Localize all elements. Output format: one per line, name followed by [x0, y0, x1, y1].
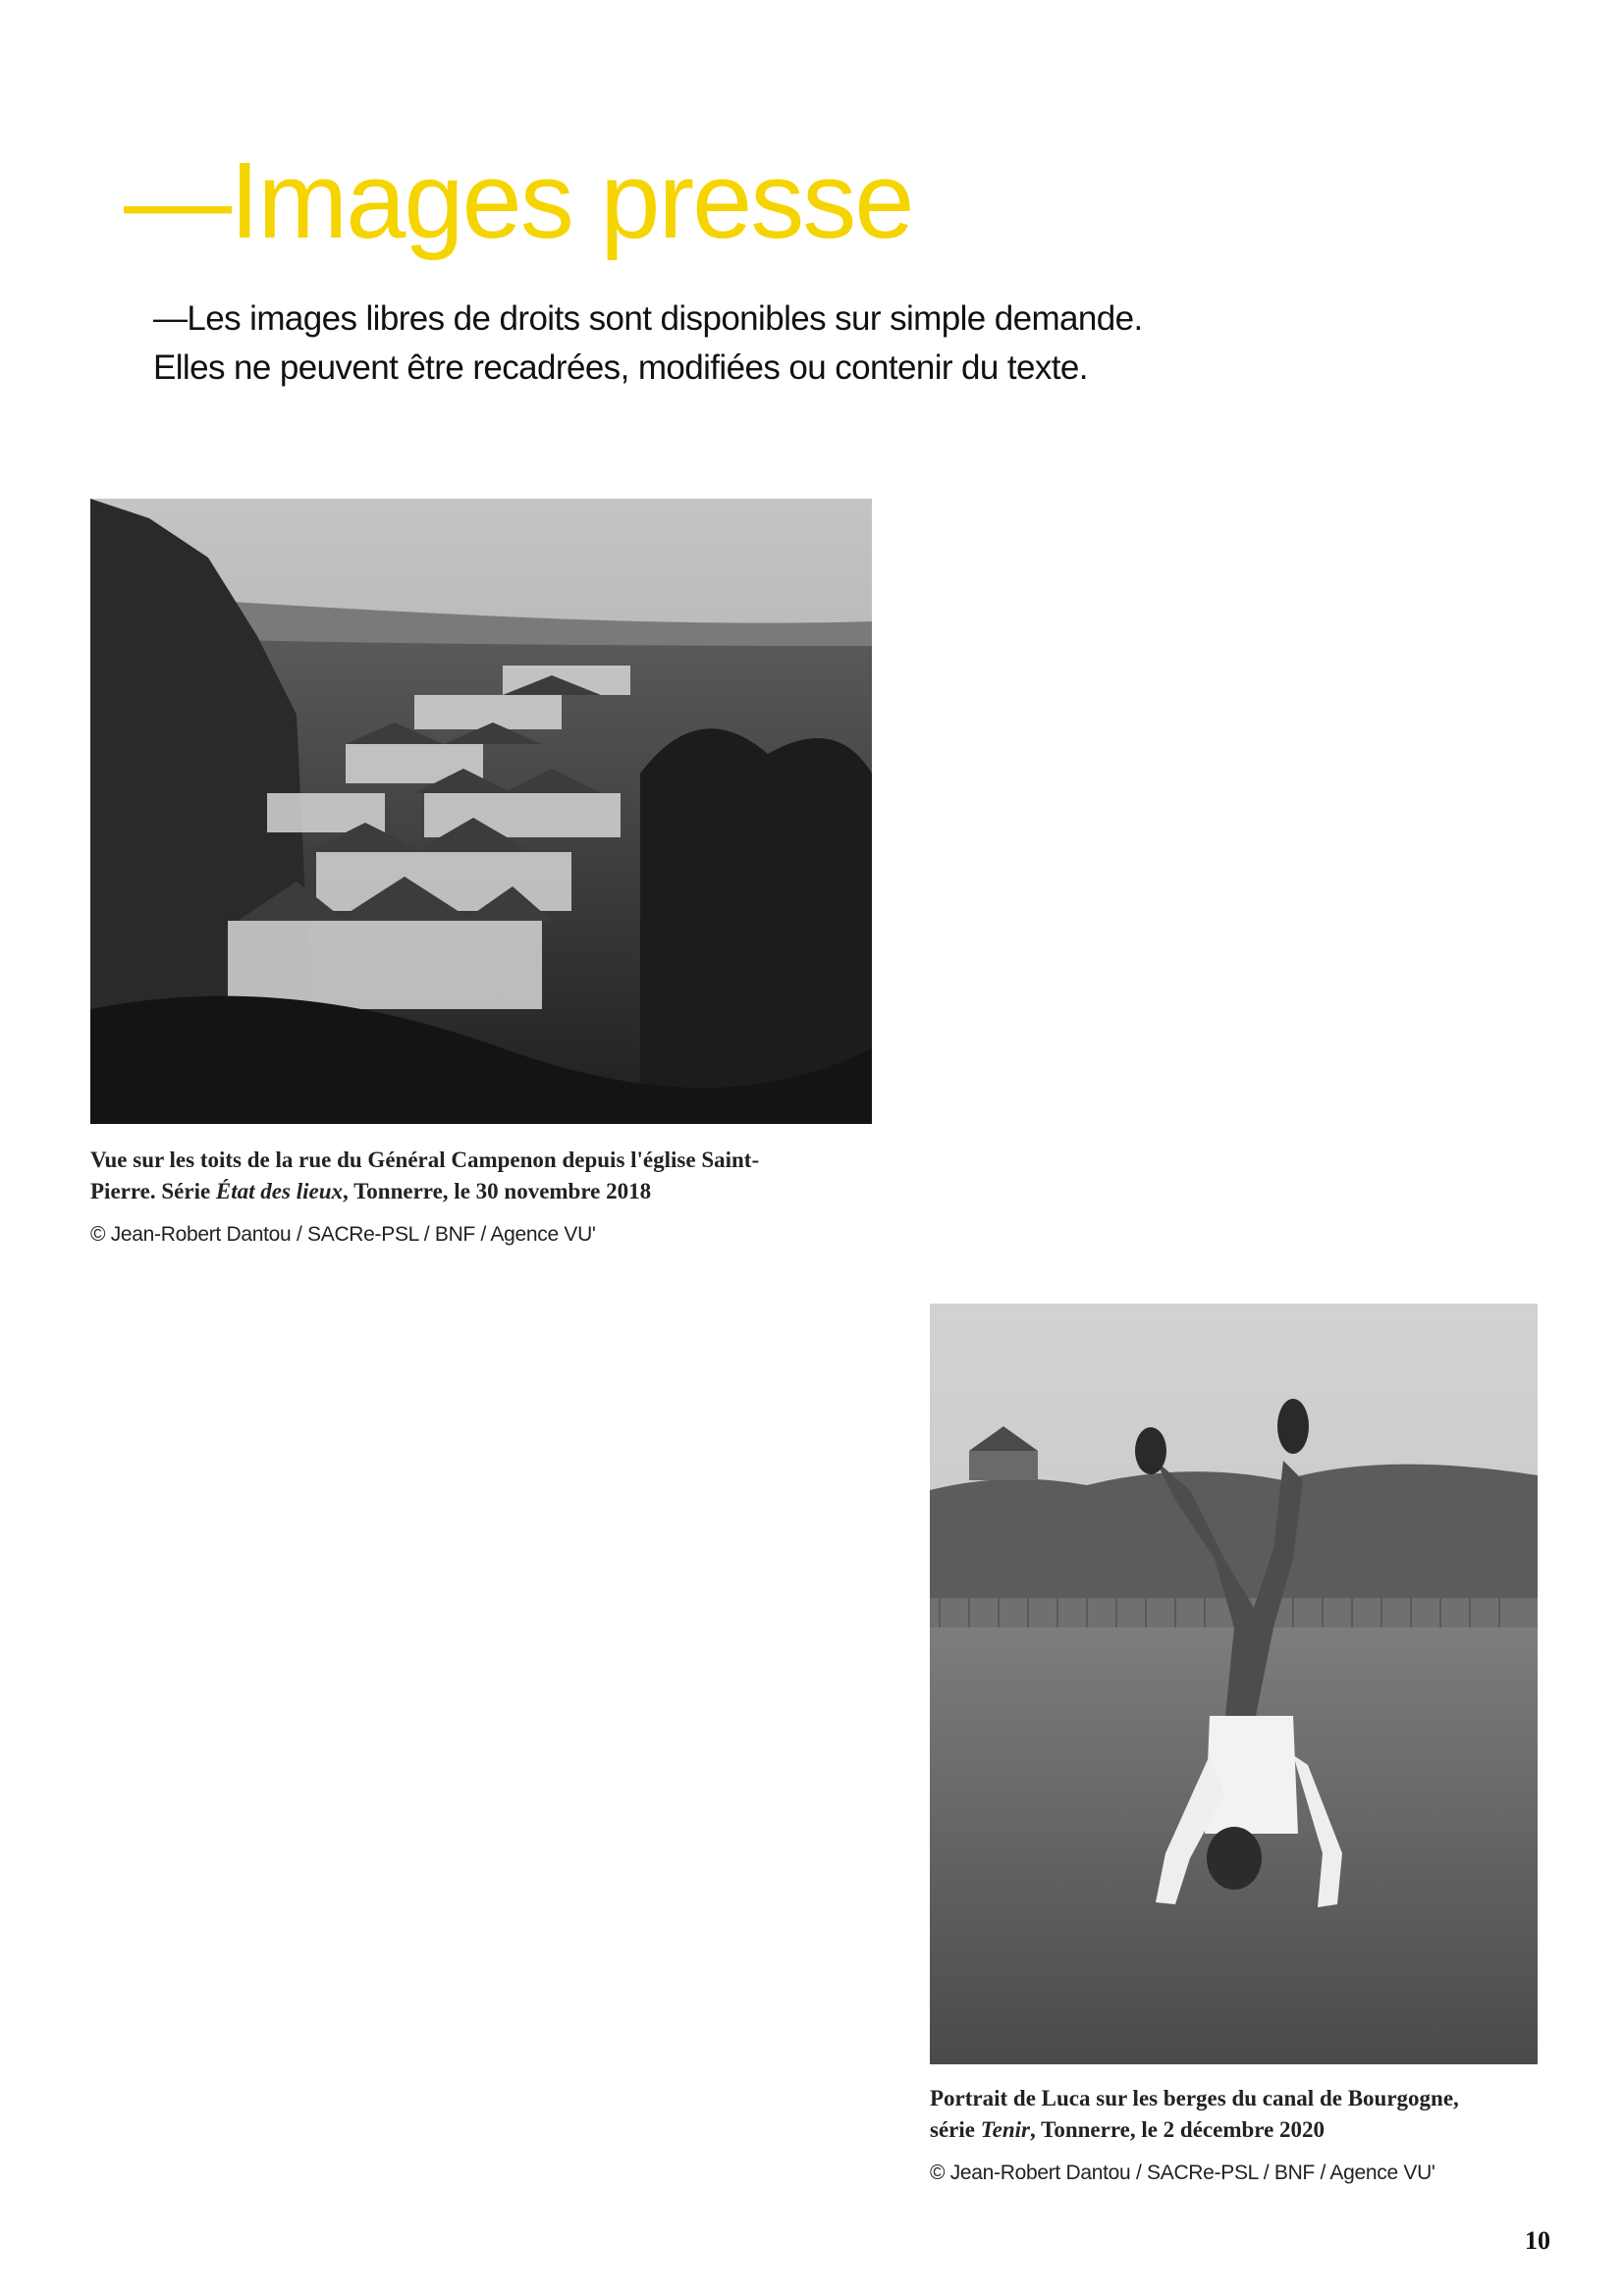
caption-handstand-line-1: Portrait de Luca sur les berges du canal de Bourgogne, — [930, 2086, 1459, 2110]
intro-line-2: Elles ne peuvent être recadrées, modifiées ou contenir du texte. — [153, 348, 1088, 387]
credit-handstand-portrait: © Jean-Robert Dantou / SACRe-PSL / BNF / Agence VU' — [930, 2162, 1435, 2184]
page-number: 10 — [1525, 2226, 1550, 2255]
credit-rooftops: © Jean-Robert Dantou / SACRe-PSL / BNF / Agence VU' — [90, 1223, 596, 1246]
caption-rooftops-prefix: Pierre. Série — [90, 1179, 216, 1203]
caption-handstand-suffix: , Tonnerre, le 2 décembre 2020 — [1030, 2117, 1326, 2142]
caption-handstand-portrait — [930, 2083, 1459, 2146]
caption-rooftops-line-1: Vue sur les toits de la rue du Général Campenon depuis l'église Saint- — [90, 1148, 760, 1172]
caption-rooftops-line-2 — [90, 1176, 759, 1207]
photo-rooftops-image — [90, 499, 872, 1124]
caption-handstand-prefix: série — [930, 2117, 981, 2142]
photo-handstand-portrait — [930, 1304, 1538, 2064]
caption-rooftops-series: État des lieux — [215, 1179, 343, 1203]
page-title: —Images presse — [124, 140, 913, 261]
photo-rooftops — [90, 499, 872, 1124]
intro-text — [153, 294, 1143, 393]
caption-rooftops — [90, 1145, 759, 1207]
intro-line-1: —Les images libres de droits sont disponibles sur simple demande. — [153, 299, 1143, 338]
photo-handstand-image — [930, 1304, 1538, 2064]
caption-rooftops-suffix: , Tonnerre, le 30 novembre 2018 — [342, 1179, 652, 1203]
caption-handstand-series: Tenir — [980, 2117, 1030, 2142]
caption-handstand-line-2 — [930, 2114, 1459, 2146]
